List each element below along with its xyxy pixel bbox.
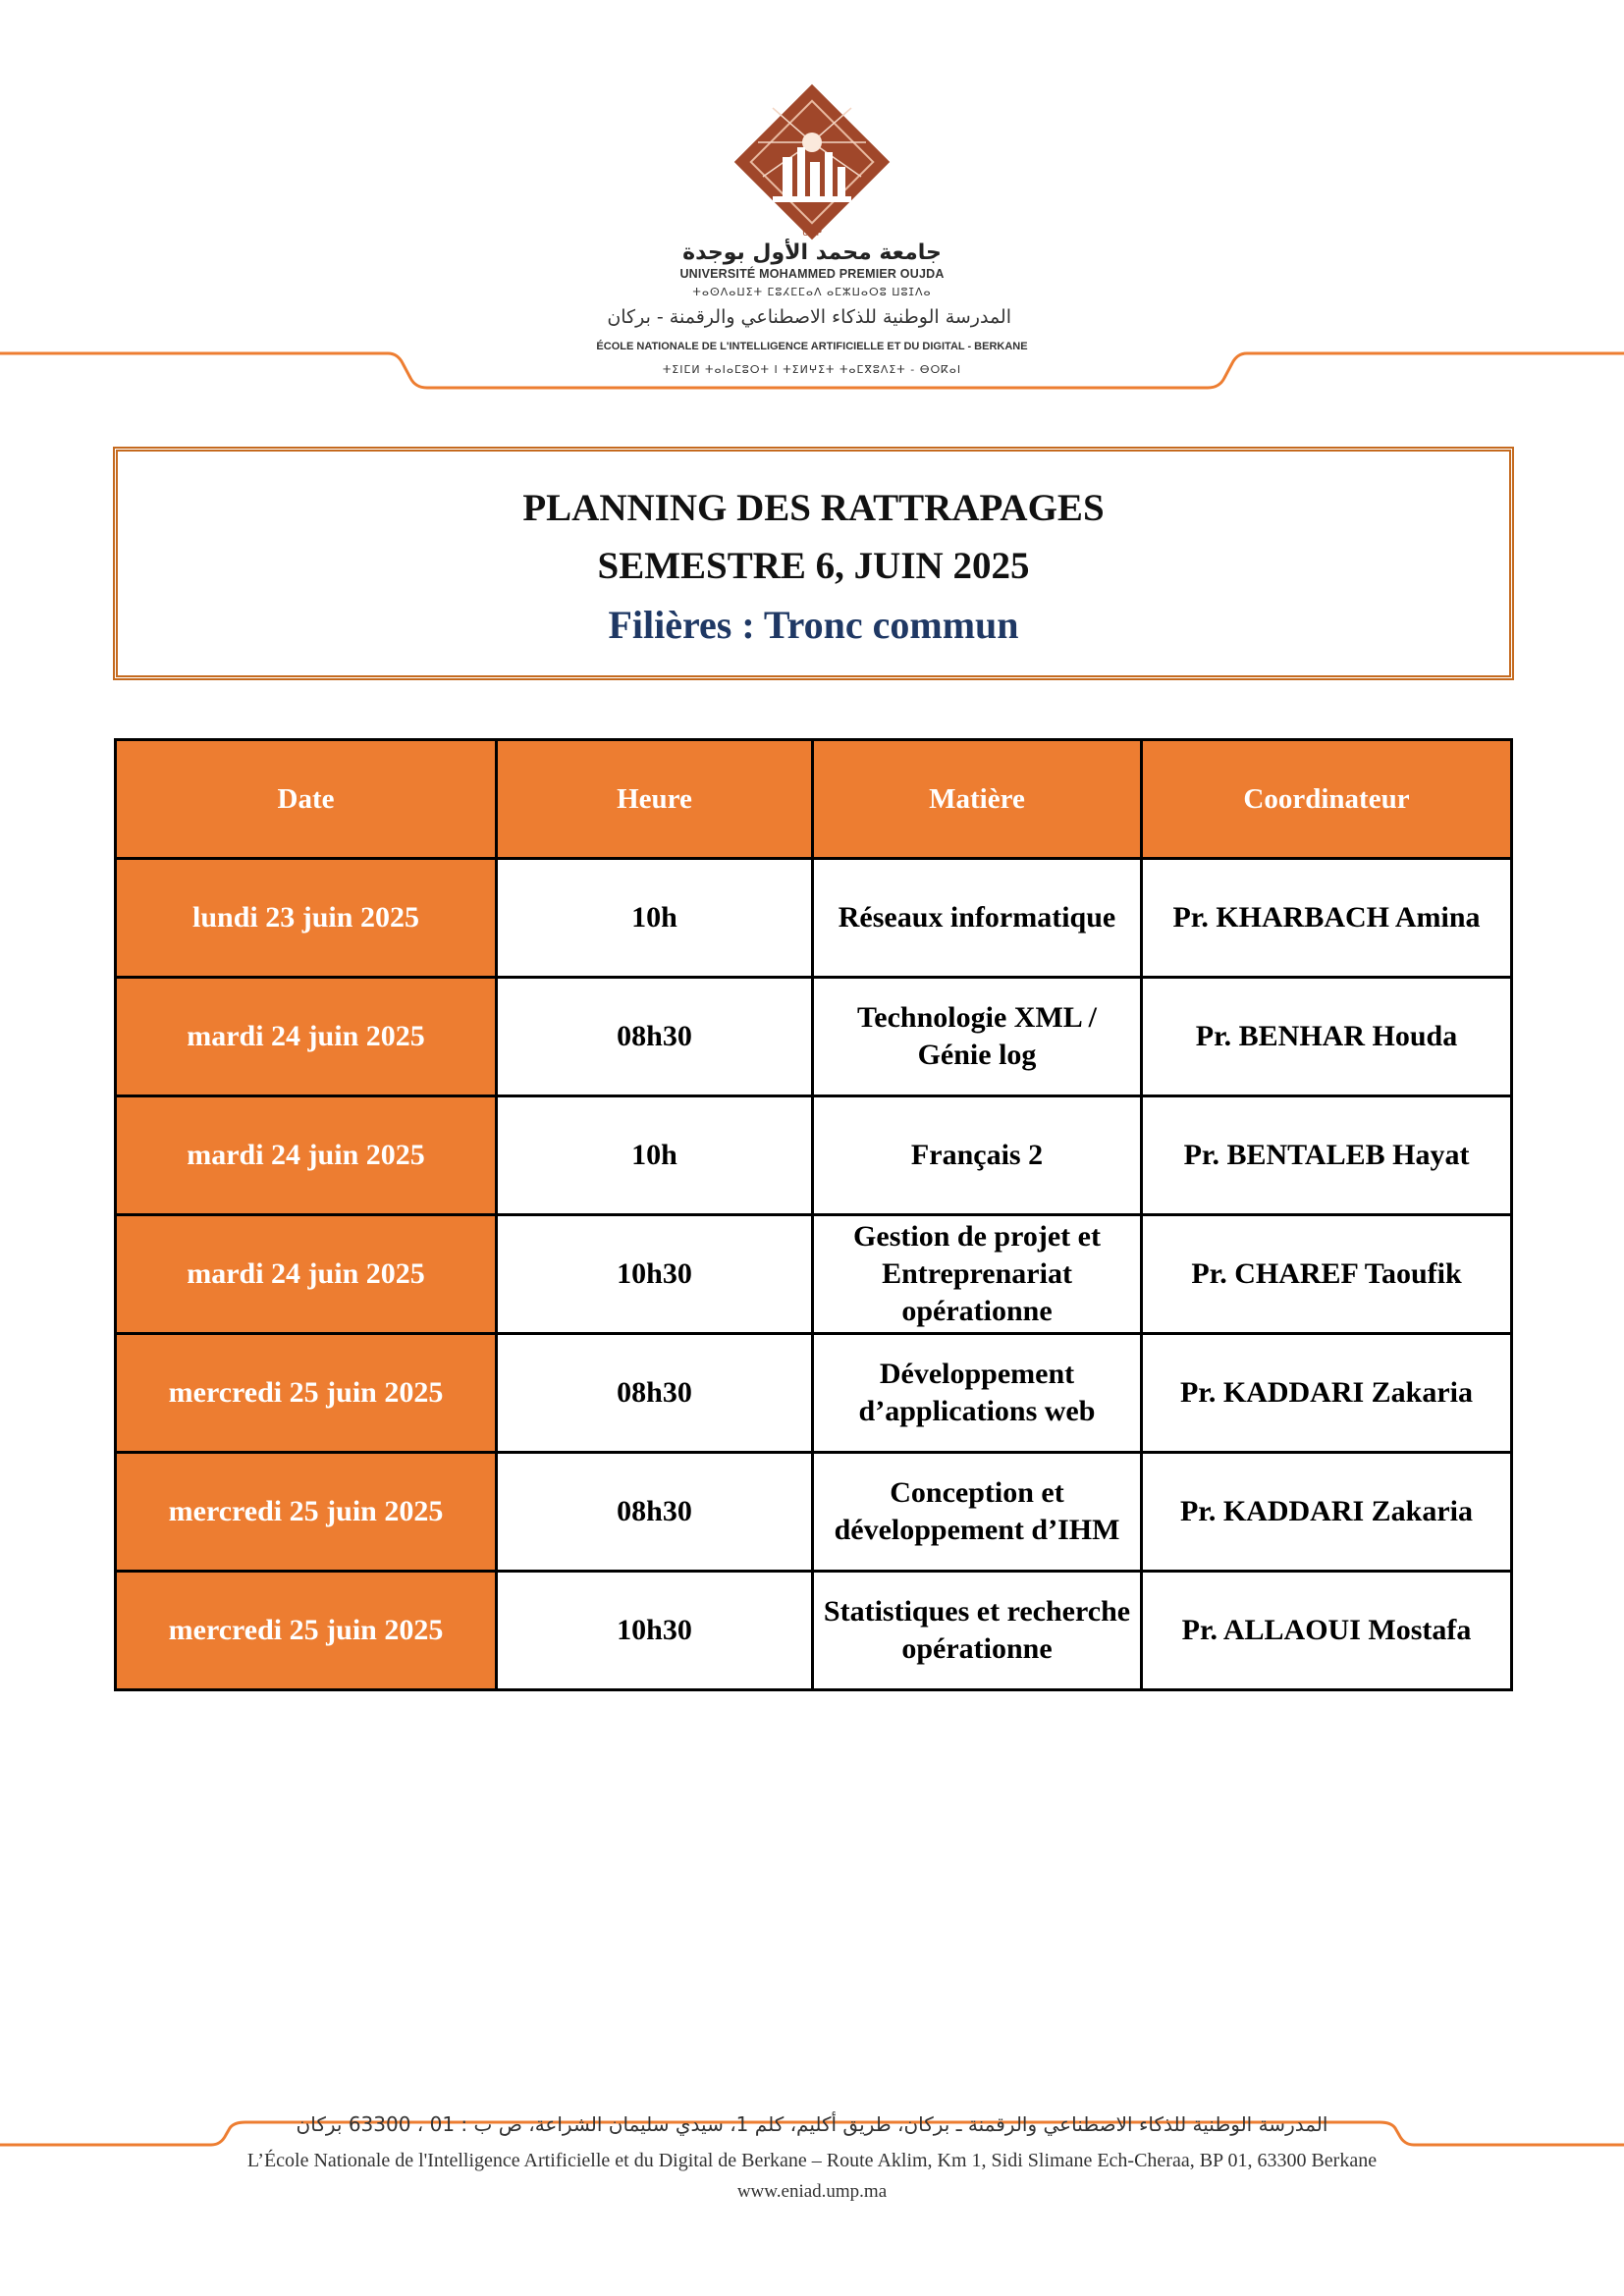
date-cell: mercredi 25 juin 2025 [116, 1572, 497, 1690]
svg-text:UMP: UMP [802, 229, 822, 239]
table-row [116, 1334, 1512, 1453]
matiere-cell: Gestion de projet et Entreprenariat opérationne [813, 1215, 1142, 1334]
date-cell: mardi 24 juin 2025 [116, 1096, 497, 1215]
heure-cell: 08h30 [497, 1453, 813, 1572]
heure-cell: 10h [497, 1096, 813, 1215]
matiere-cell: Technologie XML / Génie log [813, 978, 1142, 1096]
table-row [116, 1215, 1512, 1334]
header-divider [0, 344, 1624, 402]
table-row [116, 978, 1512, 1096]
document-semester: SEMESTRE 6, JUIN 2025 [597, 545, 1030, 587]
column-header-heure: Heure [497, 740, 813, 859]
coordinateur-cell: Pr. BENHAR Houda [1142, 978, 1512, 1096]
school-name-tifinagh: ⵜⵉⵏⵎⵍ ⵜⴰⵏⴰⵎⵓⵔⵜ ⵏ ⵜⵉⵍⵖⵉⵜ ⵜⴰⵎⴳⵓⴷⵉⵜ - ⴱⵔⴽⴰⵏ [662, 363, 962, 376]
university-name-arabic: جامعة محمد الأول بوجدة [682, 240, 942, 265]
heure-cell: 08h30 [497, 978, 813, 1096]
column-header-matiere: Matière [813, 740, 1142, 859]
heure-cell: 08h30 [497, 1334, 813, 1453]
school-name-arabic: المدرسة الوطنية للذكاء الاصطناعي والرقمنة - بركان [607, 306, 1011, 328]
coordinateur-cell: Pr. CHAREF Taoufik [1142, 1215, 1512, 1334]
date-cell: mardi 24 juin 2025 [116, 978, 497, 1096]
schedule-table [114, 738, 1513, 1691]
date-cell: mercredi 25 juin 2025 [116, 1453, 497, 1572]
column-header-date: Date [116, 740, 497, 859]
coordinateur-cell: Pr. KHARBACH Amina [1142, 859, 1512, 978]
table-header-row [116, 740, 1512, 859]
footer-address-french: L’École Nationale de l'Intelligence Artificielle et du Digital de Berkane – Route Aklim, Km 1, Sidi Slimane Ech-Cheraa, BP 01, 63300 Berkane [246, 2150, 1378, 2171]
university-name-french: UNIVERSITÉ MOHAMMED PREMIER OUJDA [679, 267, 945, 281]
heure-cell: 10h30 [497, 1215, 813, 1334]
footer-website-link[interactable]: www.eniad.ump.ma [736, 2181, 888, 2202]
coordinateur-cell: Pr. BENTALEB Hayat [1142, 1096, 1512, 1215]
table-row [116, 1096, 1512, 1215]
school-name-french: ÉCOLE NATIONALE DE L'INTELLIGENCE ARTIFICIELLE ET DU DIGITAL - BERKANE [596, 341, 1028, 352]
university-logo [731, 83, 893, 240]
heure-cell: 10h [497, 859, 813, 978]
coordinateur-cell: Pr. ALLAOUI Mostafa [1142, 1572, 1512, 1690]
document-title: PLANNING DES RATTRAPAGES [522, 487, 1105, 529]
footer-address-arabic: المدرسة الوطنية للذكاء الاصطناعي والرقمنة ـ بركان، طريق أكليم، كلم 1، سيدي سليمان الشراعة، ص ب : 01 ، 63300 بركان [296, 2112, 1328, 2136]
matiere-cell: Statistiques et recherche opérationne [813, 1572, 1142, 1690]
university-name-tifinagh: ⵜⴰⵙⴷⴰⵡⵉⵜ ⵎⵓⵃⵎⵎⴰⴷ ⴰⵎⵣⵡⴰⵔⵓ ⵡⵓⵊⴷⴰ [692, 286, 932, 298]
date-cell: lundi 23 juin 2025 [116, 859, 497, 978]
title-box [113, 447, 1514, 680]
table-row [116, 1572, 1512, 1690]
table-row [116, 859, 1512, 978]
document-filieres: Filières : Tronc commun [608, 603, 1019, 647]
matiere-cell: Français 2 [813, 1096, 1142, 1215]
heure-cell: 10h30 [497, 1572, 813, 1690]
column-header-coordinateur: Coordinateur [1142, 740, 1512, 859]
matiere-cell: Conception et développement d’IHM [813, 1453, 1142, 1572]
coordinateur-cell: Pr. KADDARI Zakaria [1142, 1453, 1512, 1572]
coordinateur-cell: Pr. KADDARI Zakaria [1142, 1334, 1512, 1453]
date-cell: mardi 24 juin 2025 [116, 1215, 497, 1334]
matiere-cell: Développement d’applications web [813, 1334, 1142, 1453]
table-row [116, 1453, 1512, 1572]
date-cell: mercredi 25 juin 2025 [116, 1334, 497, 1453]
matiere-cell: Réseaux informatique [813, 859, 1142, 978]
